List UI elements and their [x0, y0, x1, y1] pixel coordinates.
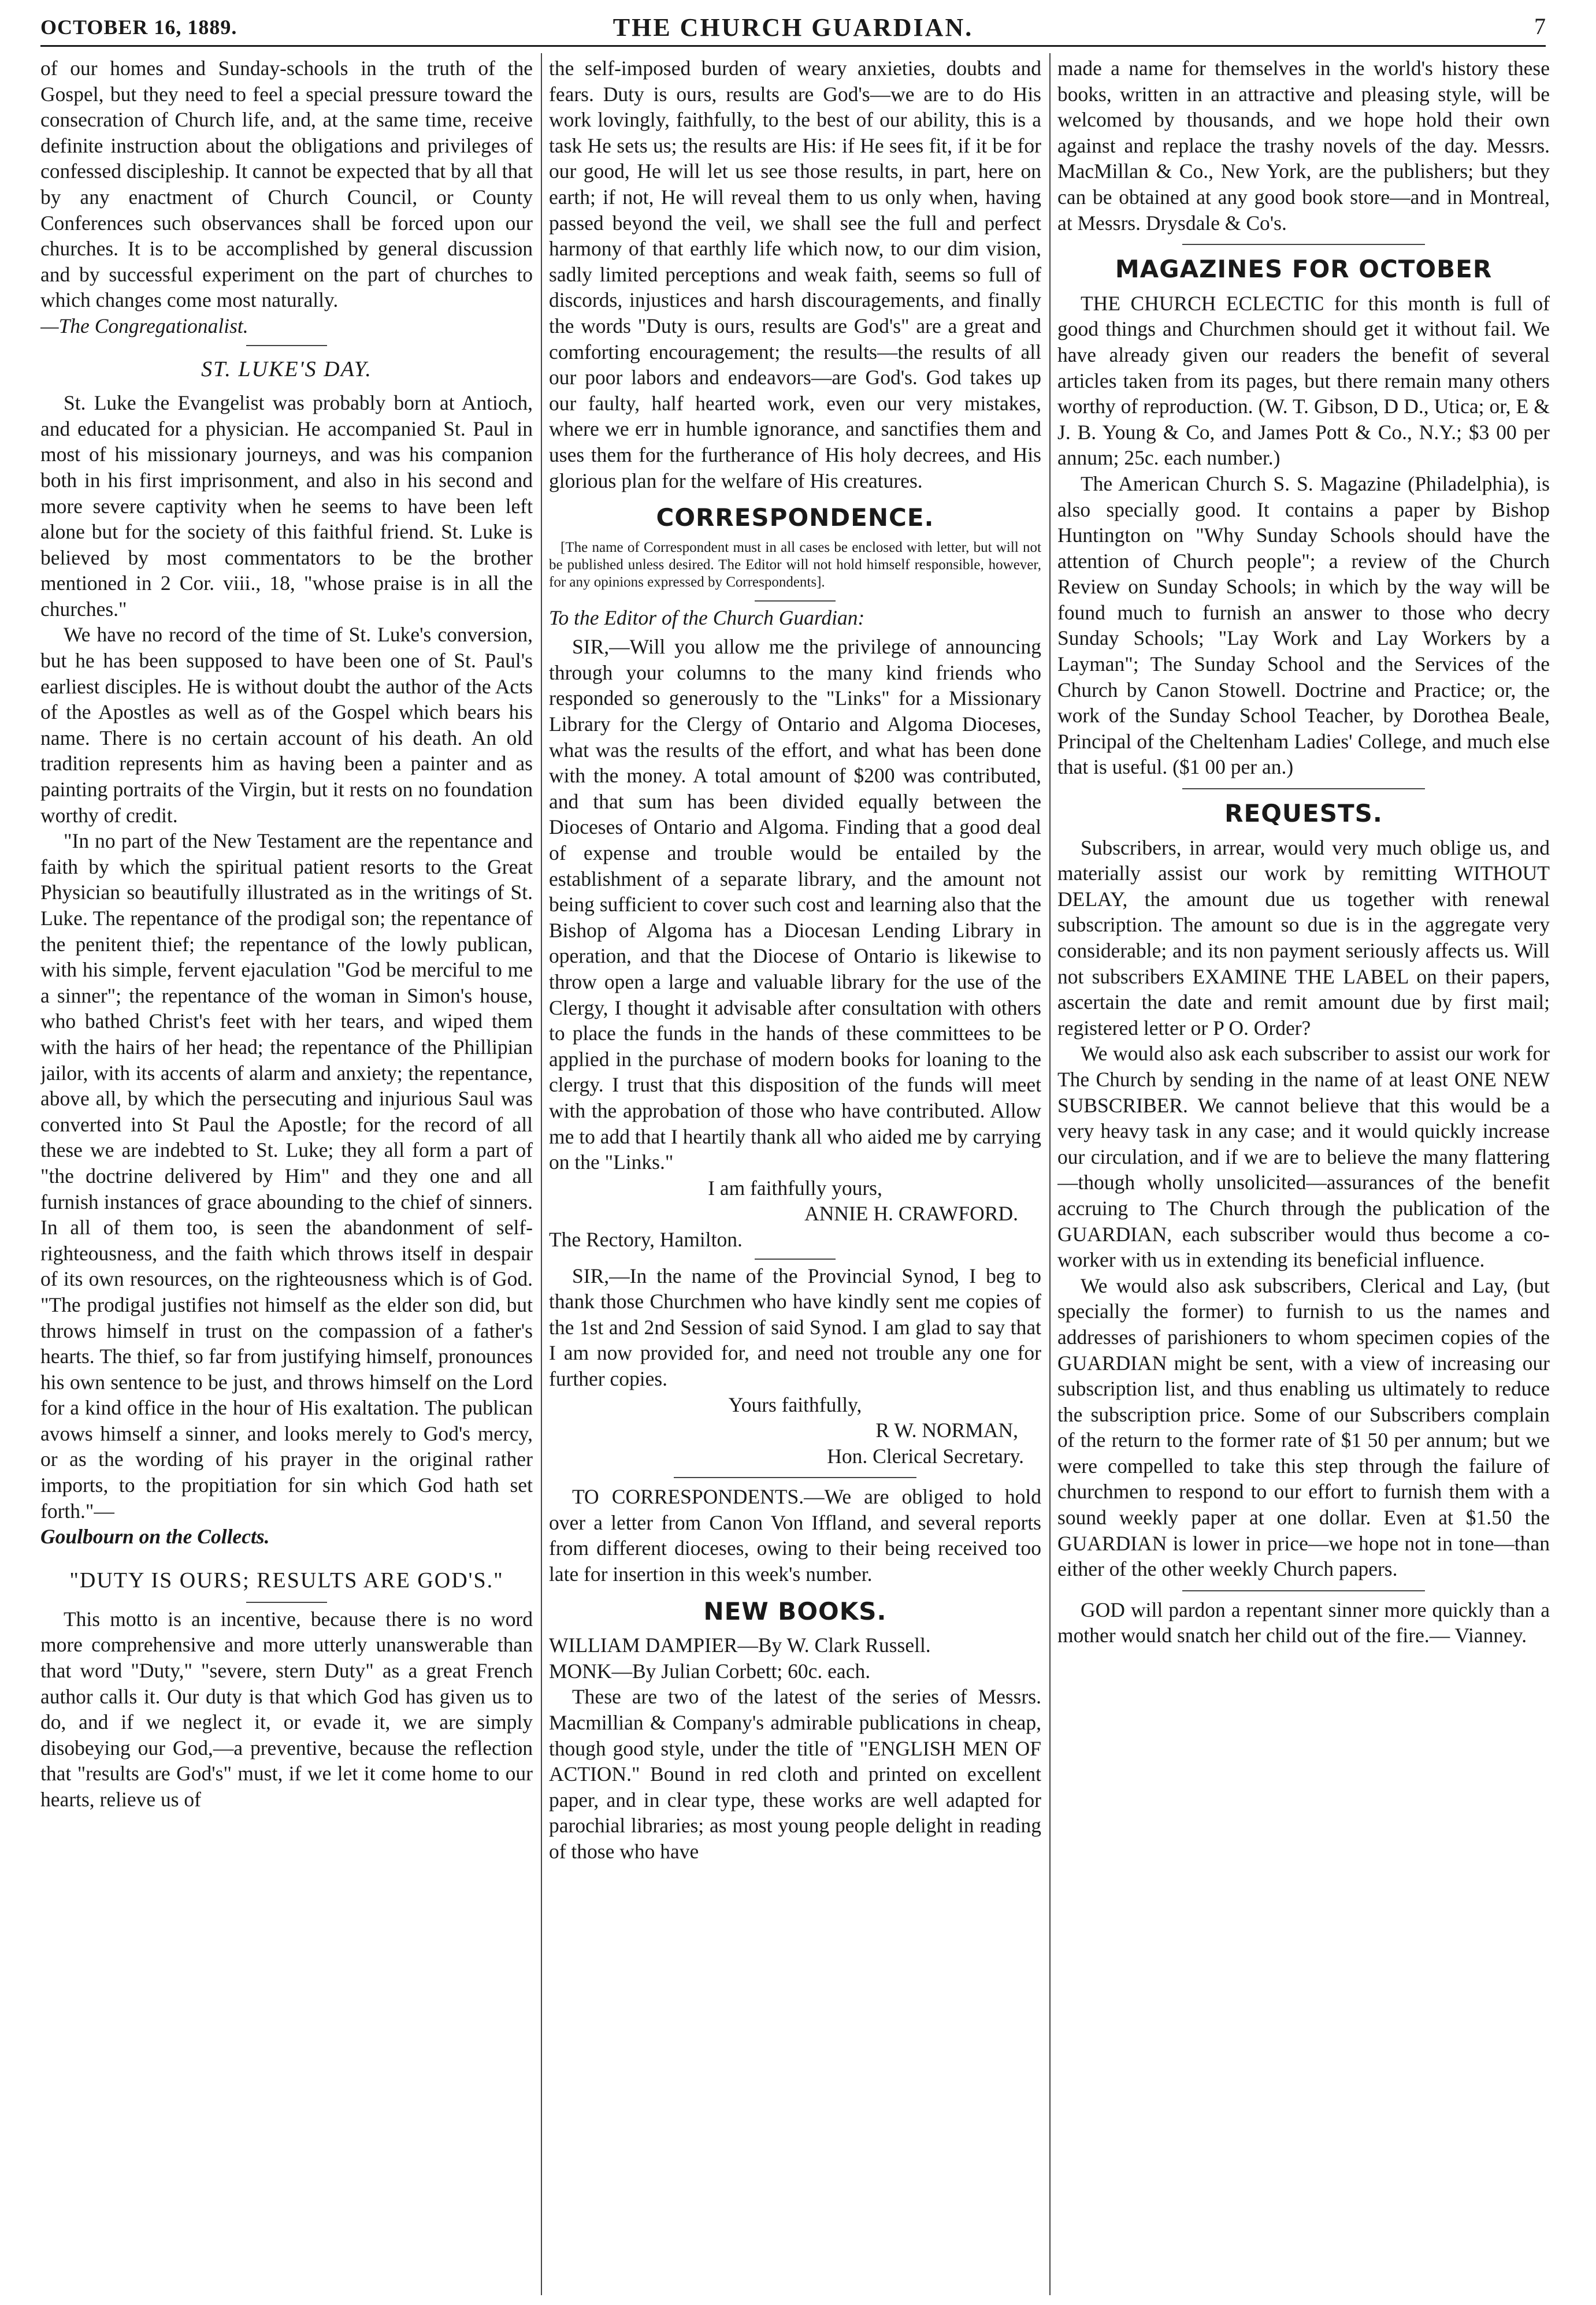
separator-rule	[674, 1477, 916, 1478]
separator-rule	[755, 600, 836, 602]
separator-rule	[1182, 788, 1425, 789]
separator-rule	[755, 1259, 836, 1260]
requests-paragraph: Subscribers, in arrear, would very much oblige us, and materially assist our work by remitting WITHOUT DELAY, the amount due us together with renewal subscription. The amount so due is in the aggregate very considerable; and its non payment seriously affects us. Will not subscribers EXAMINE THE LABEL on their papers, ascertain the date and remit amount due by first mail; registered letter or P O. Order?	[1057, 836, 1550, 1040]
article-paragraph: We have no record of the time of St. Luke's conversion, but he has been supposed to have been one of St. Paul's earliest disciples. He is without doubt the author of the Acts of the Apostles as well as of the Gospel which bears his name. There is no certain account of his death. An old tradition represents him as having been a painter and as painting portraits of the Virgin, but it rests on no foundation worthy of credit.	[40, 623, 533, 827]
separator-rule	[1182, 244, 1425, 245]
letter-body: SIR,—In the name of the Provincial Synod, I beg to thank those Churchmen who have kindly sent me copies of the 1st and 2nd Session of said Synod. I am glad to say that I am now provided for, and need not trouble any one for further copies.	[549, 1264, 1041, 1390]
column-right	[1057, 55, 1550, 2292]
issue-date: OCTOBER 16, 1889.	[40, 16, 237, 39]
requests-paragraph: We would also ask each subscriber to assist our work for The Church by sending in the name of at least ONE NEW SUBSCRIBER. We cannot believe that this would be a very heavy task in any case; and it would quickly increase our circulation, and if we are to believe the many flattering—though wholly unsolicited—assurances of the benefit accruing to The Church through the publication of the GUARDIAN, each subscriber would thus become a co-worker with us in extending its beneficial influence.	[1057, 1042, 1550, 1272]
column-divider	[1049, 53, 1051, 2295]
section-heading-new-books: NEW BOOKS.	[703, 1597, 887, 1625]
section-heading-requests: REQUESTS.	[1224, 799, 1383, 828]
letter-signature: R W. NORMAN,	[875, 1419, 1018, 1442]
letter-place: The Rectory, Hamilton.	[549, 1227, 743, 1251]
article-paragraph: St. Luke the Evangelist was probably born at Antioch, and educated for a physician. He accompanied St. Paul in most of his missionary journeys, and was his companion both in his first imprisonment, and also in his second and more severe captivity when he seems to have been left alone but for the society of this faithful friend. St. Luke is believed by most commentators to be the brother mentioned in 2 Cor. viii., 18, "whose praise is in all the churches."	[40, 391, 533, 621]
correspondents-note: TO CORRESPONDENTS.—We are obliged to hold over a letter from Canon Von Iffland, and several reports from different dioceses, owing to their being received too late for insertion in this week's number.	[549, 1485, 1041, 1586]
column-middle	[549, 55, 1041, 2292]
article-continuation: the self-imposed burden of weary anxieties, doubts and fears. Duty is ours, results are God's—we are to do His work lovingly, faithfully, to the best of our ability, this is a task He sets us; the results are His: if He sees fit, if it be for our good, He will let us see those results, in part, here on earth; if not, He will reveal them to us only when, having passed beyond the veil, we shall see the full and perfect harmony of that earthly life which now, to our dim vision, sadly limited perceptions and weak faith, seems so full of discords, injustices and harsh discouragements, and finally the words "Duty is ours, results are God's" are a great and comforting encouragement; the results—the results of all our poor labors and endeavors—are God's. God takes up our faulty, half hearted work, even our very mistakes, where we err in humble ignorance, and sanctifies them and uses them for the furtherance of His holy decrees, and His glorious plan for the welfare of His creatures.	[549, 57, 1041, 492]
letter-signature: ANNIE H. CRAWFORD.	[804, 1202, 1018, 1226]
requests-paragraph: We would also ask subscribers, Clerical and Lay, (but specially the former) to furnish to us the names and addresses of parishioners to whom specimen copies of the GUARDIAN might be sent, with a view of increasing our subscription list, and thus enabling us ultimately to reduce the subscription price. Some of our Subscribers complain of the return to the former rate of $1 50 per annum; but we were compelled to take this step through the failure of churchmen to respond to our effort to furnish them with a sound weekly paper at one dollar. Even at $1.50 the GUARDIAN is lower in price—we hope not in tone—than either of the other weekly Church papers.	[1057, 1274, 1550, 1581]
article-title-duty: "DUTY IS OURS; RESULTS ARE GOD'S."	[69, 1568, 504, 1593]
book-listing: MONK—By Julian Corbett; 60c. each.	[549, 1659, 871, 1683]
magazine-review: THE CHURCH ECLECTIC for this month is full of good things and Churchmen should get it without fail. We have already given our readers the benefit of several articles taken from its pages, but there remain many others worthy of reproduction. (W. T. Gibson, D D., Utica; or, E & J. B. Young & Co, and James Pott & Co., N.Y.; $3 00 per annum; 25c. each number.)	[1057, 291, 1550, 470]
letter-body: SIR,—Will you allow me the privilege of announcing through your columns to the many kind friends who responded so generously to the "Links" for a Missionary Library for the Clergy of Ontario and Algoma Dioceses, what was the results of the effort, and what has been done with the money. A total amount of $200 was contributed, and that sum has been divided equally between the Dioceses of Ontario and Algoma. Finding that a good deal of expense and trouble would be entailed by the establishment of a separate library, and the amount not being sufficient to cover such cost and learning also that the Bishop of Algoma has a Diocesan Lending Library in operation, and that the Diocese of Ontario is likewise to throw open a large and valuable library for the use of the Clergy, I thought it advisable after consultation with others to place the funds in the hands of these committees to be applied in the purchase of modern books for loaning to the clergy. I trust that this disposition of the funds will meet with the approbation of those who have contributed. Allow me to add that I heartily thank all who aided me by carrying on the "Links."	[549, 635, 1041, 1174]
page-header	[40, 10, 1546, 47]
separator-rule	[1182, 1590, 1425, 1591]
correspondence-notice: [The name of Correspondent must in all cases be enclosed with letter, but will not be published unless desired. The Editor will not hold himself responsible, however, for any opinions expressed by Correspondents].	[549, 539, 1041, 590]
article-paragraph: "In no part of the New Testament are the repentance and faith by which the spiritual patient resorts to the Great Physician so beautifully illustrated as in the writings of St. Luke. The repentance of the prodigal son; the repentance of the penitent thief; the repentance of the lowly publican, with his simple, fervent ejaculation "God be merciful to me a sinner"; the repentance of the woman in Simon's house, who bathed Christ's feet with her tears, and wiped them with the hairs of her head; the repentance of the Phillipian jailor, with its accents of alarm and anxiety; the repentance, above all, by which the persecuting and injurious Saul was converted into St Paul the Apostle; for the record of all these we are indebted to St. Luke; they all form a part of "the doctrine delivered by Him" and they one and all furnish instances of grace abounding to the chief of sinners. In all of them too, is seen the abandonment of self-righteousness, and the faith which throws itself in despair of its own resources, on the righteousness which is of God. "The prodigal justifies not himself as the elder son did, but throws himself in trust on the compassion of a father's hearts. The thief, so far from justifying himself, pronounces his own sentence to be just, and throws himself on the Lord for a kind office in the hour of His exaltation. The publican avows himself a sinner, and looks merely to God's mercy, or as the wording of his prayer in the original rather imports, to the propitiation for sin which God hath set forth."—	[40, 829, 533, 1523]
article-continuation: of our homes and Sunday-schools in the truth of the Gospel, but they need to feel a special pressure toward the consecration of Church life, and, at the same time, receive definite instruction about the obligations and privileges of confessed discipleship. It cannot be expected that by all that by any enactment of Church Council, or County Conferences such observances shall be forced upon our churches. It is to be accomplished by general discussion and by successful experiment on the part of churches to which changes come most naturally.	[40, 57, 533, 312]
column-divider	[541, 53, 542, 2295]
article-paragraph: This motto is an incentive, because there is no word more comprehensive and more utterly unanswerable than that word "Duty," "severe, stern Duty" as a great French author calls it. Our duty is that which God has given us to do, and if we neglect it, or evade it, we are simply disobeying our God,—a preventive, because the reflection that "results are God's" must, if we let it come home to our hearts, relieve us of	[40, 1607, 533, 1811]
section-heading-correspondence: CORRESPONDENCE.	[656, 503, 934, 532]
masthead-title: THE CHURCH GUARDIAN.	[613, 13, 974, 42]
separator-rule	[246, 345, 327, 346]
closing-quotation: GOD will pardon a repentant sinner more quickly than a mother would snatch her child out of the fire.— Vianney.	[1057, 1598, 1550, 1647]
article-source: —The Congregationalist.	[40, 314, 248, 337]
article-source: Goulbourn on the Collects.	[40, 1525, 270, 1549]
letter-signature-title: Hon. Clerical Secretary.	[827, 1444, 1024, 1468]
column-left	[40, 55, 533, 2292]
section-heading-magazines: MAGAZINES FOR OCTOBER	[1115, 255, 1493, 284]
book-review: These are two of the latest of the series of Messrs. Macmillian & Company's admirable publications in cheap, though good style, under the title of "ENGLISH MEN OF ACTION." Bound in red cloth and printed on excellent paper, and in clear type, these works are well adapted for parochial libraries; as most young people delight in reading of those who have	[549, 1685, 1041, 1863]
letter-salutation: To the Editor of the Church Guardian:	[549, 606, 865, 629]
book-listing: WILLIAM DAMPIER—By W. Clark Russell.	[549, 1634, 931, 1657]
letter-closing: Yours faithfully,	[728, 1393, 862, 1416]
article-title-st-lukes-day: ST. LUKE'S DAY.	[201, 357, 372, 381]
article-continuation: made a name for themselves in the world's history these books, written in an attractive and pleasing style, will be welcomed by thousands, and we hope hold their own against and replace the trashy novels of the day. Messrs. MacMillan & Co., New York, are the publishers; but they can be obtained at any good book store—and in Montreal, at Messrs. Drysdale & Co's.	[1057, 57, 1550, 235]
magazine-review: The American Church S. S. Magazine (Philadelphia), is also specially good. It contains a paper by Bishop Huntington on "Why Sunday Schools should have the attention of Church people"; a review of the Church Review on Sunday Schools; in which by the way will be found much to furnish an answer to those who decry Sunday Schools; "Lay Work and Lay Workers by a Layman"; The Sunday School and the Services of the Church by Canon Stowell. Doctrine and Practice; or, the work of the Sunday School Teacher, by Dorothea Beale, Principal of the Cheltenham Ladies' College, and much else that is useful. ($1 00 per an.)	[1057, 472, 1550, 779]
separator-rule	[246, 1602, 327, 1603]
page-number: 7	[1534, 13, 1546, 39]
letter-closing: I am faithfully yours,	[708, 1176, 882, 1200]
